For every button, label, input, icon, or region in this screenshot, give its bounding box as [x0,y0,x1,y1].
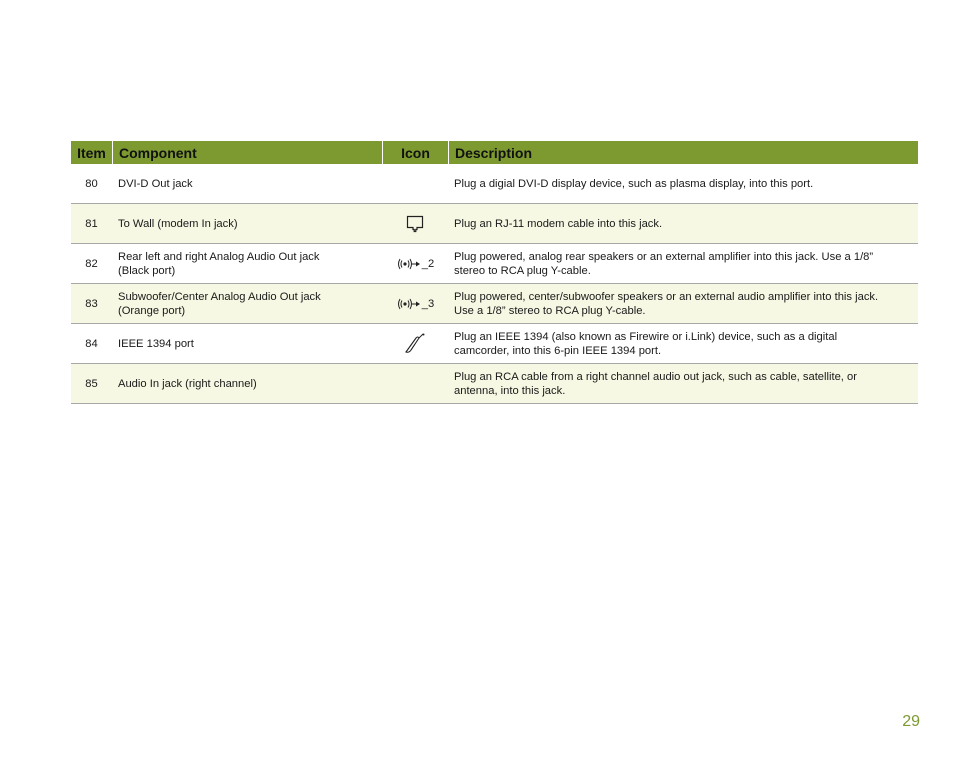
row-icon-cell [382,324,448,363]
row-component: Rear left and right Analog Audio Out jack (Black port) [118,250,320,277]
row-item-number: 84 [85,337,98,350]
row-icon-cell [382,284,448,323]
table-row [71,204,918,244]
table-row [71,364,918,404]
table-row [71,164,918,204]
audio-out-suffix: _3 [421,297,435,310]
row-item-number: 85 [85,377,98,390]
row-component: Audio In jack (right channel) [118,377,257,390]
table-row [71,244,918,284]
header-component: Component [112,141,382,164]
page-number: 29 [902,713,920,730]
component-table [71,141,918,404]
row-component: IEEE 1394 port [118,337,194,350]
row-item-number: 83 [85,297,98,310]
header-item: Item [77,144,106,161]
row-component: To Wall (modem In jack) [118,217,238,230]
row-component: DVI-D Out jack [118,177,193,190]
row-icon-cell [382,164,448,203]
table-row [71,284,918,324]
header-description: Description [448,141,918,164]
row-description: Plug powered, analog rear speakers or an external amplifier into this jack. Use a 1/8” stereo to RCA plug Y-cable. [454,250,874,277]
row-icon-cell [382,204,448,243]
table-header [71,141,918,164]
row-item-number: 82 [85,257,98,270]
modem-jack-icon [406,215,424,233]
audio-out-icon [396,297,434,311]
row-description: Plug powered, center/subwoofer speakers or an external audio amplifier into this jack. Use a 1/8” stereo to RCA plug Y-cable. [454,290,879,317]
row-description: Plug a digial DVI-D display device, such as plasma display, into this port. [454,177,814,190]
row-component: Subwoofer/Center Analog Audio Out jack (Orange port) [118,290,321,317]
row-item-number: 81 [85,217,98,230]
audio-out-icon [396,257,434,271]
ieee1394-icon [403,333,427,355]
row-icon-cell [382,364,448,403]
audio-out-suffix: _2 [421,257,435,270]
header-icon: Icon [382,141,448,164]
row-description: Plug an RJ-11 modem cable into this jack. [454,217,663,230]
row-item-number: 80 [85,177,98,190]
row-description: Plug an RCA cable from a right channel audio out jack, such as cable, satellite, or antenna, into this jack. [454,370,857,397]
table-row [71,324,918,364]
row-description: Plug an IEEE 1394 (also known as Firewire or i.Link) device, such as a digital camcorder, into this 6-pin IEEE 1394 port. [454,330,838,357]
row-icon-cell [382,244,448,283]
